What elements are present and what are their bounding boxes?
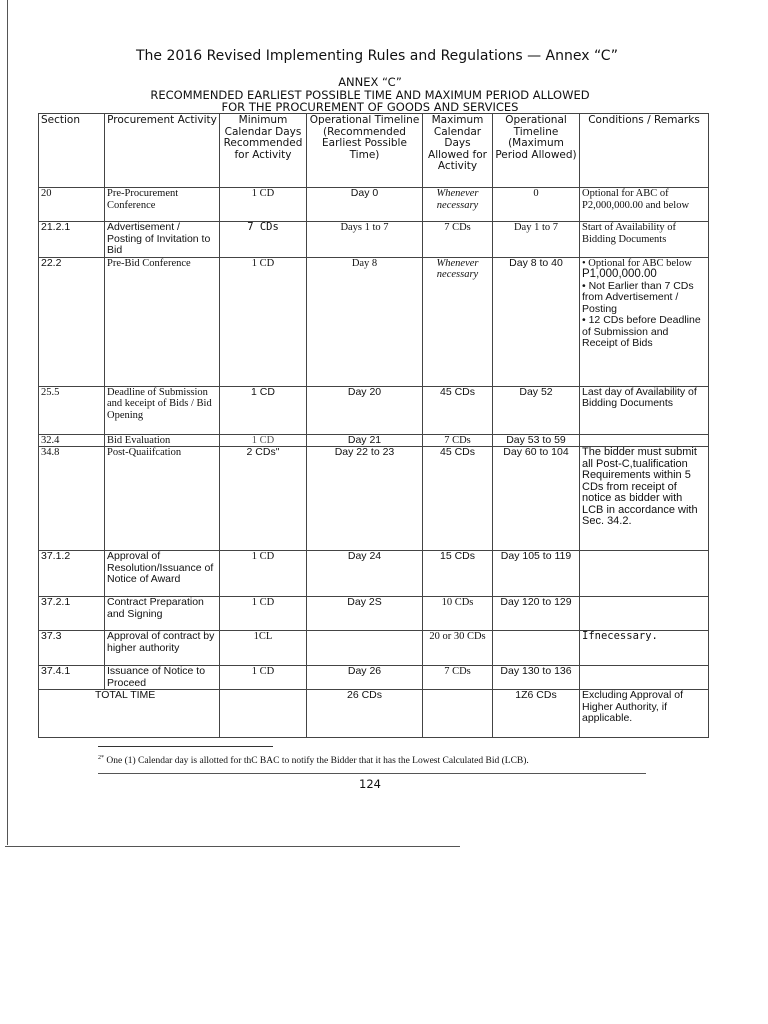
cell-section: 32.4 — [39, 434, 105, 447]
cell-max-timeline: Day 120 to 129 — [493, 597, 580, 631]
cell-section: 22.2 — [39, 257, 105, 386]
table-total-row — [39, 690, 709, 738]
cell-min-days: 1 CD — [220, 257, 307, 386]
cell-max-days: Whenever necessary — [423, 188, 493, 222]
header-conditions-remarks: Conditions / Remarks — [580, 114, 709, 188]
cell-max-days: 7 CDs — [423, 222, 493, 258]
cell-remarks — [580, 434, 709, 447]
cell-min-days: 2 CDs" — [220, 447, 307, 551]
cell-activity: Issuance of Notice to Proceed — [105, 666, 220, 690]
cell-section: 37.4.1 — [39, 666, 105, 690]
table-row — [39, 551, 709, 597]
annex-heading-line2: FOR THE PROCUREMENT OF GOODS AND SERVICES — [221, 100, 519, 114]
footnote-marker: 2* — [98, 755, 104, 761]
cell-max-timeline: 0 — [493, 188, 580, 222]
cell-section: 37.2.1 — [39, 597, 105, 631]
cell-remarks-list — [580, 257, 709, 386]
cell-max-days: 10 CDs — [423, 597, 493, 631]
procurement-timeline-table — [38, 113, 709, 738]
cell-remarks: Last day of Availability of Bidding Documents — [580, 386, 709, 434]
cell-max-days: 45 CDs — [423, 386, 493, 434]
cell-max-timeline — [493, 631, 580, 666]
cell-section: 34.8 — [39, 447, 105, 551]
cell-timeline: Day 8 — [307, 257, 423, 386]
remark-line: • 12 CDs before Deadline of Submission and Receipt of Bids — [582, 314, 701, 349]
document-title: The 2016 Revised Implementing Rules and Regulations — Annex “C” — [136, 48, 618, 64]
cell-activity: Deadline of Submission and keceipt of Bids / Bid Opening — [105, 386, 220, 434]
table-row — [39, 447, 709, 551]
cell-activity: Approval of contract by higher authority — [105, 631, 220, 666]
cell-max-days: 45 CDs — [423, 447, 493, 551]
total-timeline: 26 CDs — [307, 690, 423, 738]
header-section: Section — [39, 114, 105, 188]
cell-min-days: 1CL — [220, 631, 307, 666]
remark-line: • Optional for ABC below — [582, 257, 692, 269]
cell-section: 21.2.1 — [39, 222, 105, 258]
header-procurement-activity: Procurement Activity — [105, 114, 220, 188]
cell-max-timeline: Day 53 to 59 — [493, 434, 580, 447]
cell-remarks — [580, 597, 709, 631]
annex-label: ANNEX “C” — [338, 75, 402, 89]
cell-min-days: 1 CD — [220, 434, 307, 447]
cell-max-timeline: Day 105 to 119 — [493, 551, 580, 597]
header-operational-timeline-maximum: Operational Timeline (Maximum Period Allowed) — [493, 114, 580, 188]
cell-activity: Contract Preparation and Signing — [105, 597, 220, 631]
total-label: TOTAL TIME — [39, 690, 220, 738]
header-operational-timeline-earliest: Operational Timeline (Recommended Earliest Possible Time) — [307, 114, 423, 188]
total-remarks: Excluding Approval of Higher Authority, if applicable. — [580, 690, 709, 738]
annex-heading-line1: RECOMMENDED EARLIEST POSSIBLE TIME AND MAXIMUM PERIOD ALLOWED — [150, 88, 590, 102]
table-header-row — [39, 114, 709, 188]
cell-section: 37.1.2 — [39, 551, 105, 597]
cell-section: 37.3 — [39, 631, 105, 666]
remark-line: • Not Earlier than 7 CDs from Advertisement / Posting — [582, 279, 694, 315]
cell-timeline: Day 24 — [307, 551, 423, 597]
remark-line: P1,000,000.00 — [582, 268, 657, 280]
table-row — [39, 434, 709, 447]
table-row — [39, 631, 709, 666]
cell-max-days: 7 CDs — [423, 434, 493, 447]
cell-timeline: Day 2S — [307, 597, 423, 631]
cell-section: 25.5 — [39, 386, 105, 434]
cell-activity: Pre-Procurement Conference — [105, 188, 220, 222]
cell-section: 20 — [39, 188, 105, 222]
cell-max-days: Whenever necessary — [423, 257, 493, 386]
page-number: 124 — [359, 777, 381, 791]
cell-timeline: Day 26 — [307, 666, 423, 690]
cell-remarks: The bidder must submit all Post-C,tualification Requirements within 5 CDs from receipt of notice as bidder with LCB in accordance with Sec. 34.2. — [580, 447, 709, 551]
table-row — [39, 666, 709, 690]
cell-max-timeline: Day 130 to 136 — [493, 666, 580, 690]
cell-activity: Bid Evaluation — [105, 434, 220, 447]
cell-min-days: 1 CD — [220, 597, 307, 631]
bottom-margin-rule — [5, 846, 460, 847]
cell-max-timeline: Day 1 to 7 — [493, 222, 580, 258]
left-margin-rule — [7, 0, 8, 845]
page-footer-rule — [98, 773, 646, 774]
table-row — [39, 188, 709, 222]
cell-max-timeline: Day 8 to 40 — [493, 257, 580, 386]
cell-activity: Post-Quaiifcation — [105, 447, 220, 551]
cell-timeline — [307, 631, 423, 666]
cell-timeline: Day 21 — [307, 434, 423, 447]
cell-timeline: Days 1 to 7 — [307, 222, 423, 258]
cell-max-timeline: Day 60 to 104 — [493, 447, 580, 551]
header-minimum-calendar-days: Minimum Calendar Days Recommended for Activity — [220, 114, 307, 188]
cell-remarks: Start of Availability of Bidding Documents — [580, 222, 709, 258]
cell-min-days: 1 CD — [220, 188, 307, 222]
cell-timeline: Day 0 — [307, 188, 423, 222]
cell-activity: Advertisement / Posting of Invitation to Bid — [105, 222, 220, 258]
table-row — [39, 386, 709, 434]
cell-timeline: Day 20 — [307, 386, 423, 434]
header-maximum-calendar-days: Maximum Calendar Days Allowed for Activity — [423, 114, 493, 188]
cell-remarks — [580, 666, 709, 690]
cell-min-days: 7 CDs — [220, 222, 307, 258]
cell-remarks: Optional for ABC of P2,000,000.00 and below — [580, 188, 709, 222]
cell-max-timeline: Day 52 — [493, 386, 580, 434]
cell-remarks: Ifnecessary. — [580, 631, 709, 666]
footnote-rule — [98, 746, 273, 747]
cell-max-days: 15 CDs — [423, 551, 493, 597]
cell-max-days: 20 or 30 CDs — [423, 631, 493, 666]
footnote — [98, 755, 529, 766]
table-row — [39, 257, 709, 386]
total-max-days — [423, 690, 493, 738]
cell-timeline: Day 22 to 23 — [307, 447, 423, 551]
cell-min-days: 1 CD — [220, 666, 307, 690]
total-max-timeline: 1Z6 CDs — [493, 690, 580, 738]
cell-remarks — [580, 551, 709, 597]
total-min-days — [220, 690, 307, 738]
cell-activity: Approval of Resolution/Issuance of Notice of Award — [105, 551, 220, 597]
table-row — [39, 597, 709, 631]
cell-activity: Pre-Bid Conference — [105, 257, 220, 386]
table-row — [39, 222, 709, 258]
cell-min-days: 1 CD — [220, 551, 307, 597]
cell-min-days: 1 CD — [220, 386, 307, 434]
cell-max-days: 7 CDs — [423, 666, 493, 690]
footnote-text: One (1) Calendar day is allotted for thC BAC to notify the Bidder that it has the Lowest Calculated Bid (LCB). — [106, 756, 529, 767]
